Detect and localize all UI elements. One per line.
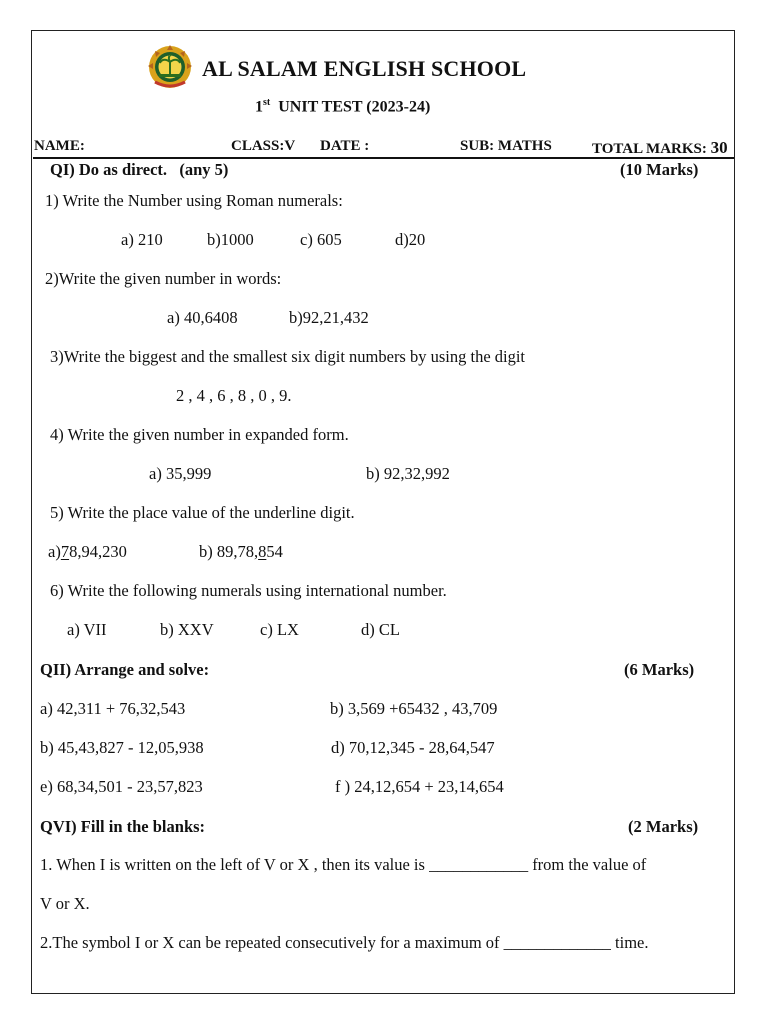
q5-option-a (48, 542, 127, 562)
q2-text: 2)Write the given number in words: (45, 269, 282, 288)
problem-e: e) 68,34,501 - 23,57,823 (40, 777, 203, 796)
section2-heading: QII) Arrange and solve: (40, 660, 210, 679)
total-marks-label: TOTAL MARKS: (592, 141, 707, 157)
problem-f: f ) 24,12,654 + 23,14,654 (335, 777, 504, 796)
fill-blank-1-line1: 1. When I is written on the left of V or X , then its value is ____________ from the value of (40, 855, 647, 874)
section3-heading: QVI) Fill in the blanks: (40, 817, 206, 836)
school-name: AL SALAM ENGLISH SCHOOL (202, 56, 527, 81)
q1-option-b: b)1000 (207, 230, 254, 249)
fill-blank-2: 2.The symbol I or X can be repeated consecutively for a maximum of _____________ time. (40, 933, 649, 952)
total-marks (592, 138, 728, 158)
date-label: DATE : (320, 138, 370, 154)
section3-marks: (2 Marks) (628, 817, 699, 836)
q5-a-prefix: a) (48, 542, 61, 561)
q6-option-c: c) LX (260, 620, 299, 639)
total-marks-value: 30 (710, 138, 728, 157)
q4-option-b: b) 92,32,992 (366, 464, 450, 483)
problem-c: b) 45,43,827 - 12,05,938 (40, 738, 204, 757)
q2-option-a: a) 40,6408 (167, 308, 238, 327)
header-divider (33, 157, 734, 159)
q4-text: 4) Write the given number in expanded form. (50, 425, 349, 444)
class-label: CLASS:V (231, 138, 296, 154)
q5-text: 5) Write the place value of the underline digit. (50, 503, 355, 522)
test-title-text: UNIT TEST (2023-24) (278, 98, 431, 116)
section1-heading-text: QI) Do as direct. (any 5) (50, 160, 229, 179)
section2-marks: (6 Marks) (624, 660, 695, 679)
q3-digits: 2 , 4 , 6 , 8 , 0 , 9. (176, 386, 292, 405)
name-label: NAME: (34, 138, 85, 154)
q1-option-d: d)20 (395, 230, 426, 249)
test-ordinal: 1 (255, 98, 263, 116)
q2-option-b: b)92,21,432 (289, 308, 369, 327)
section1-heading (50, 160, 228, 180)
q6-text: 6) Write the following numerals using international number. (50, 581, 447, 600)
q5-b-underlined-digit: 8 (258, 542, 267, 561)
test-ordinal-suffix: st (263, 97, 271, 108)
q1-option-a: a) 210 (121, 230, 163, 249)
problem-a: a) 42,311 + 76,32,543 (40, 699, 186, 718)
q3-text: 3)Write the biggest and the smallest six digit numbers by using the digit (50, 347, 526, 366)
q5-b-prefix: b) 89,78, (199, 542, 259, 561)
q5-b-rest: 54 (266, 542, 283, 561)
q1-option-c: c) 605 (300, 230, 342, 249)
q5-a-rest: 8,94,230 (69, 542, 127, 561)
q1-text: 1) Write the Number using Roman numerals: (45, 191, 343, 210)
q5-option-b (199, 542, 283, 562)
q6-option-d: d) CL (361, 620, 400, 639)
section1-marks: (10 Marks) (620, 160, 699, 179)
test-title (255, 97, 430, 116)
school-logo (145, 44, 195, 90)
subject-label: SUB: MATHS (460, 138, 552, 154)
q5-a-underlined-digit: 7 (60, 542, 70, 561)
q4-option-a: a) 35,999 (149, 464, 212, 483)
problem-b: b) 3,569 +65432 , 43,709 (330, 699, 498, 718)
q6-option-a: a) VII (67, 620, 107, 639)
fill-blank-1-line2: V or X. (40, 894, 90, 913)
q6-option-b: b) XXV (160, 620, 214, 639)
problem-d: d) 70,12,345 - 28,64,547 (331, 738, 495, 757)
